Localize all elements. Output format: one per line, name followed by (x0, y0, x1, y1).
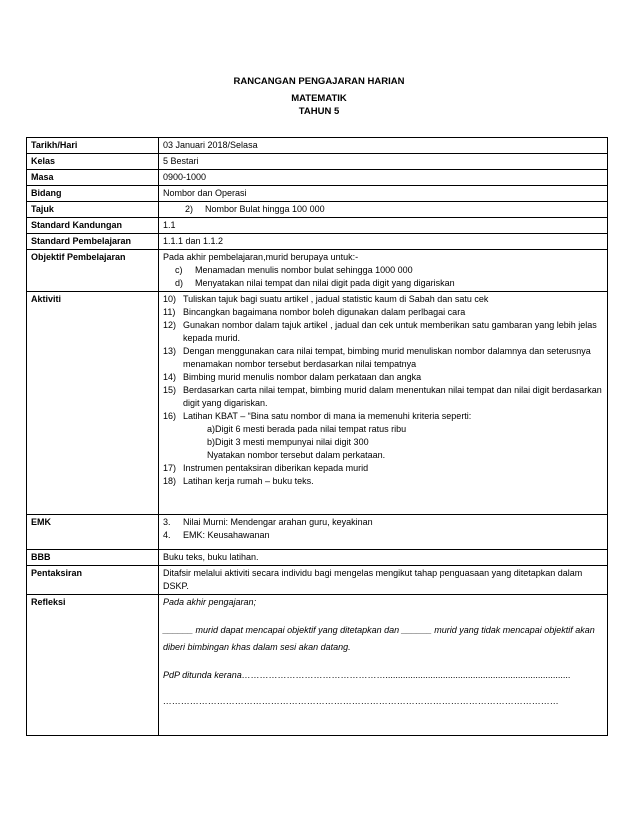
list-item (163, 529, 603, 542)
row-pentaksiran (27, 566, 608, 595)
label-aktiviti: Aktiviti (27, 292, 159, 515)
row-bbb (27, 550, 608, 566)
label-sp: Standard Pembelajaran (27, 234, 159, 250)
item-number: 4. (163, 530, 171, 540)
refleksi-line-3: PdP ditunda kerana………………………………………….......................................................................... (163, 670, 571, 680)
item-text: Berdasarkan carta nilai tempat, bimbing murid dalam menentukan nilai tempat dan nilai digit berdasarkan digit yang digariskan. (183, 385, 602, 408)
tajuk-text: Nombor Bulat hingga 100 000 (205, 204, 325, 214)
item-text: EMK: Keusahawanan (183, 530, 270, 540)
item-number: 14) (163, 372, 177, 382)
refleksi-line-2: ______ murid dapat mencapai objektif yang ditetapkan dan ______ murid yang tidak mencapai objektif akan diberi bimbingan khas dalam sesi akan datang. (163, 625, 595, 652)
item-number: 17) (163, 463, 177, 473)
label-pentaksiran: Pentaksiran (27, 566, 159, 595)
value-tarikh: 03 Januari 2018/Selasa (159, 138, 608, 154)
label-kelas: Kelas (27, 154, 159, 170)
row-tajuk (27, 202, 608, 218)
list-item (163, 462, 603, 475)
label-bidang: Bidang (27, 186, 159, 202)
item-text: Instrumen pentaksiran diberikan kepada murid (183, 463, 369, 473)
kbat-criteria-a: a)Digit 6 mesti berada pada nilai tempat ratus ribu (207, 424, 407, 434)
label-objektif: Objektif Pembelajaran (27, 250, 159, 292)
list-item (163, 516, 603, 529)
value-bidang: Nombor dan Operasi (159, 186, 608, 202)
item-number: 18) (163, 476, 177, 486)
rph-table (26, 137, 608, 736)
label-refleksi: Refleksi (27, 595, 159, 736)
list-item (163, 410, 603, 423)
label-bbb: BBB (27, 550, 159, 566)
value-objektif (159, 250, 608, 292)
list-item (163, 264, 603, 277)
item-number: 10) (163, 294, 177, 304)
item-number: 16) (163, 411, 177, 421)
value-bbb: Buku teks, buku latihan. (159, 550, 608, 566)
item-number: 11) (163, 307, 176, 317)
refleksi-line-1: Pada akhir pengajaran; (163, 597, 257, 607)
label-tajuk: Tajuk (27, 202, 159, 218)
value-refleksi (159, 595, 608, 736)
list-item (163, 475, 603, 488)
label-masa: Masa (27, 170, 159, 186)
item-text: Nilai Murni: Mendengar arahan guru, keyakinan (183, 517, 373, 527)
list-item (163, 371, 603, 384)
tajuk-number: 2) (185, 204, 194, 214)
objektif-intro: Pada akhir pembelajaran,murid berupaya untuk:- (163, 252, 359, 262)
value-kelas: 5 Bestari (159, 154, 608, 170)
label-tarikh: Tarikh/Hari (27, 138, 159, 154)
value-masa: 0900-1000 (159, 170, 608, 186)
list-item (163, 319, 603, 345)
row-sk (27, 218, 608, 234)
item-text: Gunakan nombor dalam tajuk artikel , jadual dan cek untuk memberikan satu gambaran yang lebih jelas kepada murid. (183, 320, 597, 343)
row-refleksi (27, 595, 608, 736)
item-text: Bincangkan bagaimana nombor boleh digunakan dalam perlbagai cara (183, 307, 466, 317)
item-number: 15) (163, 385, 177, 395)
doc-subject: MATEMATIK (291, 93, 347, 104)
kbat-criteria-b: b)Digit 3 mesti mempunyai nilai digit 300 (207, 437, 369, 447)
value-pentaksiran: Ditafsir melalui aktiviti secara individu bagi mengelas mengikut tahap penguasaan yang ditetapkan dalam DSKP. (159, 566, 608, 595)
row-emk (27, 515, 608, 550)
item-text: Dengan menggunakan cara nilai tempat, bimbing murid menuliskan nombor dalamnya dan seterusnya menamakan nombor tersebut berdasarkan nilai tempatnya (183, 346, 591, 369)
value-aktiviti (159, 292, 608, 515)
list-item (163, 293, 603, 306)
item-text: Menamadan menulis nombor bulat sehingga 1000 000 (195, 265, 413, 275)
item-text: Latihan KBAT – “Bina satu nombor di mana ia memenuhi kriteria seperti: (183, 411, 472, 421)
row-aktiviti (27, 292, 608, 515)
row-objektif (27, 250, 608, 292)
value-tajuk (159, 202, 608, 218)
doc-year: TAHUN 5 (298, 106, 340, 117)
row-kelas (27, 154, 608, 170)
value-sp: 1.1.1 dan 1.1.2 (159, 234, 608, 250)
kbat-instruction: Nyatakan nombor tersebut dalam perkataan. (207, 450, 386, 460)
refleksi-line-4: …………………………………………………………………………………………………………………… (163, 696, 559, 706)
value-emk (159, 515, 608, 550)
row-bidang (27, 186, 608, 202)
doc-title: RANCANGAN PENGAJARAN HARIAN (233, 76, 405, 87)
item-text: Latihan kerja rumah – buku teks. (183, 476, 314, 486)
item-text: Menyatakan nilai tempat dan nilai digit pada digit yang digariskan (195, 278, 455, 288)
row-tarikh (27, 138, 608, 154)
list-item (163, 306, 603, 319)
item-number: d) (175, 278, 184, 288)
row-masa (27, 170, 608, 186)
item-number: c) (175, 265, 183, 275)
item-text: Tuliskan tajuk bagi suatu artikel , jadual statistic kaum di Sabah dan satu cek (183, 294, 489, 304)
value-sk: 1.1 (159, 218, 608, 234)
list-item (163, 345, 603, 371)
item-number: 13) (163, 346, 177, 356)
item-number: 3. (163, 517, 171, 527)
item-number: 12) (163, 320, 177, 330)
label-sk: Standard Kandungan (27, 218, 159, 234)
label-emk: EMK (27, 515, 159, 550)
row-sp (27, 234, 608, 250)
item-text: Bimbing murid menulis nombor dalam perkataan dan angka (183, 372, 422, 382)
list-item (163, 384, 603, 410)
list-item (163, 277, 603, 290)
